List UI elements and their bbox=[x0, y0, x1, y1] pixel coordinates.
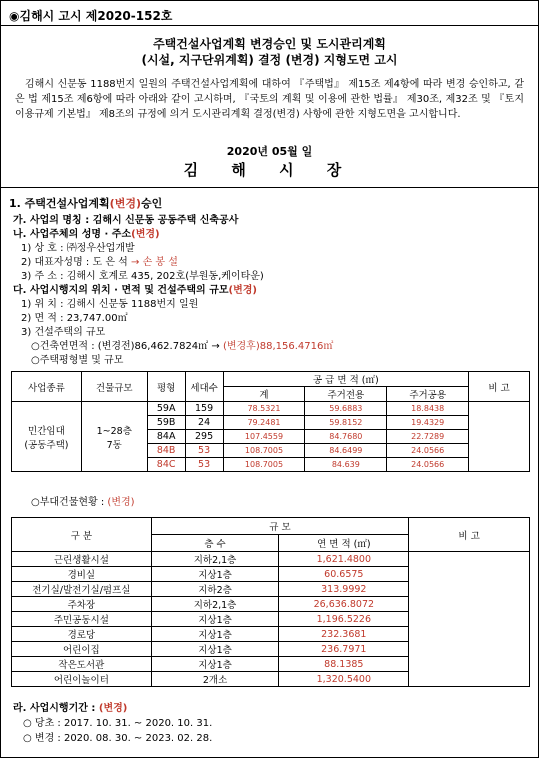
table-row-exclusive: 84.6499 bbox=[305, 444, 387, 458]
table-row-area: 236.7971 bbox=[279, 642, 409, 657]
col-supply-area: 공 급 면 적 (㎡) bbox=[223, 372, 469, 387]
representative-label: 2) 대표자성명 : bbox=[21, 257, 90, 268]
address-label: 3) 주 소 : bbox=[21, 271, 64, 282]
location-row bbox=[21, 295, 198, 310]
table-row-name: 어린이놀이터 bbox=[12, 672, 152, 687]
table-row-area: 26,636.8072 bbox=[279, 597, 409, 612]
table-row-floors: 2개소 bbox=[151, 672, 279, 687]
period-heading bbox=[13, 699, 127, 714]
table-row-exclusive: 84.7680 bbox=[305, 430, 387, 444]
table-row-units: 24 bbox=[185, 416, 223, 430]
table-row-area: 1,196.5226 bbox=[279, 612, 409, 627]
site-area-value: 23,747.00㎡ bbox=[66, 313, 128, 324]
table-row-total: 108.7005 bbox=[223, 458, 305, 472]
project-name-label: 가. 사업의 명칭 : bbox=[13, 215, 90, 226]
operator-heading-label: 나. 사업주체의 성명 · 주소 bbox=[13, 229, 132, 240]
table-row-floors: 지상1층 bbox=[151, 612, 279, 627]
floor-area-label: ○건축연면적 : bbox=[31, 341, 95, 352]
table-row-total: 79.2481 bbox=[223, 416, 305, 430]
table-row-area: 232.3681 bbox=[279, 627, 409, 642]
housing-table bbox=[11, 371, 530, 472]
company-name-value: ㈜정우산업개발 bbox=[66, 243, 135, 254]
section1-heading-text: 1. 주택건설사업계획 bbox=[9, 197, 110, 210]
notice-title-line2: (시설, 지구단위계획) 결정 (변경) 지형도면 고시 bbox=[141, 53, 398, 67]
period-original: ○ 당초 : 2017. 10. 31. ~ 2020. 10. 31. bbox=[23, 718, 213, 729]
col-scale: 규 모 bbox=[151, 518, 409, 535]
col-unit-size: 평형 bbox=[147, 372, 185, 402]
table-row-name: 어린이집 bbox=[12, 642, 152, 657]
table-row-units: 53 bbox=[185, 444, 223, 458]
col-category: 구 분 bbox=[12, 518, 152, 552]
section1-heading bbox=[9, 195, 162, 211]
table-row-size: 84A bbox=[147, 430, 185, 444]
table-row-name: 주차장 bbox=[12, 597, 152, 612]
table-row-name: 작은도서관 bbox=[12, 657, 152, 672]
col-area: 연 면 적 (㎡) bbox=[279, 535, 409, 552]
annex-remarks-cell bbox=[409, 552, 530, 687]
table-row-units: 295 bbox=[185, 430, 223, 444]
table-row-size: 84B bbox=[147, 444, 185, 458]
col-exclusive: 주거전용 bbox=[305, 387, 387, 402]
annex-label-row bbox=[31, 493, 135, 508]
site-heading-label: 다. 사업시행지의 위치 · 면적 및 건설주택의 규모 bbox=[13, 285, 229, 296]
table-row-name: 경비실 bbox=[12, 567, 152, 582]
operator-heading-change: (변경) bbox=[131, 229, 160, 240]
annex-change: (변경) bbox=[107, 497, 135, 508]
body-divider bbox=[1, 187, 538, 188]
representative-row bbox=[21, 253, 178, 268]
col-total: 계 bbox=[223, 387, 305, 402]
table-row-exclusive: 59.8152 bbox=[305, 416, 387, 430]
col-remarks: 비 고 bbox=[469, 372, 530, 402]
table-row-floors: 지하2층 bbox=[151, 582, 279, 597]
representative-old: 도 은 석 bbox=[92, 257, 128, 268]
table-row-common: 18.8438 bbox=[387, 402, 469, 416]
operator-heading bbox=[13, 225, 160, 240]
col-annex-remarks: 비 고 bbox=[409, 518, 530, 552]
period-change: (변경) bbox=[98, 703, 128, 714]
table-row-units: 159 bbox=[185, 402, 223, 416]
issuer-name: 김 해 시 장 bbox=[183, 161, 356, 179]
location-label: 1) 위 치 : bbox=[21, 299, 64, 310]
col-business-type: 사업종류 bbox=[12, 372, 82, 402]
section1-heading-change: (변경) bbox=[109, 197, 141, 210]
company-name-label: 1) 상 호 : bbox=[21, 243, 64, 254]
table-row-common: 24.0566 bbox=[387, 444, 469, 458]
notice-number: ◉김해시 고시 제2020-152호 bbox=[9, 9, 173, 23]
site-heading bbox=[13, 281, 257, 296]
address-value: 김해시 호계로 435, 202호(부원동,케이타운) bbox=[66, 271, 264, 282]
housing-type-label: ○주택평형별 및 규모 bbox=[31, 355, 124, 366]
table-row-units: 53 bbox=[185, 458, 223, 472]
table-row-size: 59A bbox=[147, 402, 185, 416]
section1-heading-tail: 승인 bbox=[140, 197, 163, 210]
table-row-exclusive: 84.639 bbox=[305, 458, 387, 472]
table-row-total: 78.5321 bbox=[223, 402, 305, 416]
table-row-area: 313.9992 bbox=[279, 582, 409, 597]
floor-area-arrow: → bbox=[211, 341, 220, 352]
table-row-area: 88.1385 bbox=[279, 657, 409, 672]
site-area-row bbox=[21, 309, 128, 324]
period-changed: ○ 변경 : 2020. 08. 30. ~ 2023. 02. 28. bbox=[23, 733, 213, 744]
col-floors: 층 수 bbox=[151, 535, 279, 552]
building-scale-cell: 1~28층 7동 bbox=[81, 402, 147, 472]
table-row-floors: 지상1층 bbox=[151, 657, 279, 672]
representative-arrow: → bbox=[131, 257, 140, 268]
annex-label: ○부대건물현황 : bbox=[31, 497, 105, 508]
notice-title-line1: 주택건설사업계획 변경승인 및 도시관리계획 bbox=[153, 37, 386, 51]
location-value: 김해시 신문동 1188번지 일원 bbox=[66, 299, 199, 310]
header-divider bbox=[1, 25, 538, 26]
floor-area-old: (변경전)86,462.7824㎡ bbox=[97, 341, 209, 352]
remarks-cell bbox=[469, 402, 530, 472]
col-common: 주거공용 bbox=[387, 387, 469, 402]
company-name-row bbox=[21, 239, 135, 254]
table-row-total: 107.4559 bbox=[223, 430, 305, 444]
site-heading-change: (변경) bbox=[228, 285, 257, 296]
floor-area-new: (변경후)88,156.4716㎡ bbox=[222, 341, 334, 352]
intro-paragraph: 김해시 신문동 1188번지 일원의 주택건설사업계획에 대하여 『주택법』 제15조 제4항에 따라 변경 승인하고, 같은 법 제15조 제6항에 따라 아래와 같이 고시하며, 『국토의 계획 및 이용에 관한 법률』 제30조, 제32조 및 『토지이용규제 기본법』 제8조의 규정에 의거 도시관리계획 결정(변경) 사항에 관한 지형도면을 고시합니다. bbox=[15, 79, 524, 120]
annex-table bbox=[11, 517, 530, 687]
floor-area-row bbox=[31, 337, 333, 352]
table-row-size: 84C bbox=[147, 458, 185, 472]
table-row-area: 1,621.4800 bbox=[279, 552, 409, 567]
table-row-common: 19.4329 bbox=[387, 416, 469, 430]
address-row bbox=[21, 267, 264, 282]
col-unit-count: 세대수 bbox=[185, 372, 223, 402]
table-row-floors: 지상1층 bbox=[151, 627, 279, 642]
table-row-common: 22.7289 bbox=[387, 430, 469, 444]
table-row-floors: 지상1층 bbox=[151, 567, 279, 582]
business-type-cell: 민간임대 (공동주택) bbox=[12, 402, 82, 472]
col-building-scale: 건물규모 bbox=[81, 372, 147, 402]
table-row-floors: 지하2,1층 bbox=[151, 597, 279, 612]
table-row-floors: 지하2,1층 bbox=[151, 552, 279, 567]
table-row-common: 24.0566 bbox=[387, 458, 469, 472]
project-name-value: 김해시 신문동 공동주택 신축공사 bbox=[92, 215, 239, 226]
representative-new: 손 봉 설 bbox=[142, 257, 178, 268]
project-name-row bbox=[13, 211, 238, 226]
notice-date: 2020년 05월 일 bbox=[226, 145, 313, 158]
table-row-area: 60.6575 bbox=[279, 567, 409, 582]
table-row-area: 1,320.5400 bbox=[279, 672, 409, 687]
table-row-size: 59B bbox=[147, 416, 185, 430]
table-row-total: 108.7005 bbox=[223, 444, 305, 458]
period-label: 라. 사업시행기간 : bbox=[13, 703, 96, 714]
table-row-floors: 지상1층 bbox=[151, 642, 279, 657]
table-row-name: 경로당 bbox=[12, 627, 152, 642]
table-row-exclusive: 59.6883 bbox=[305, 402, 387, 416]
table-row-name: 전기실/발전기실/펌프실 bbox=[12, 582, 152, 597]
site-area-label: 2) 면 적 : bbox=[21, 313, 64, 324]
housing-scale-label: 3) 건설주택의 규모 bbox=[21, 327, 106, 338]
table-row-name: 근린생활시설 bbox=[12, 552, 152, 567]
table-row-name: 주민공동시설 bbox=[12, 612, 152, 627]
